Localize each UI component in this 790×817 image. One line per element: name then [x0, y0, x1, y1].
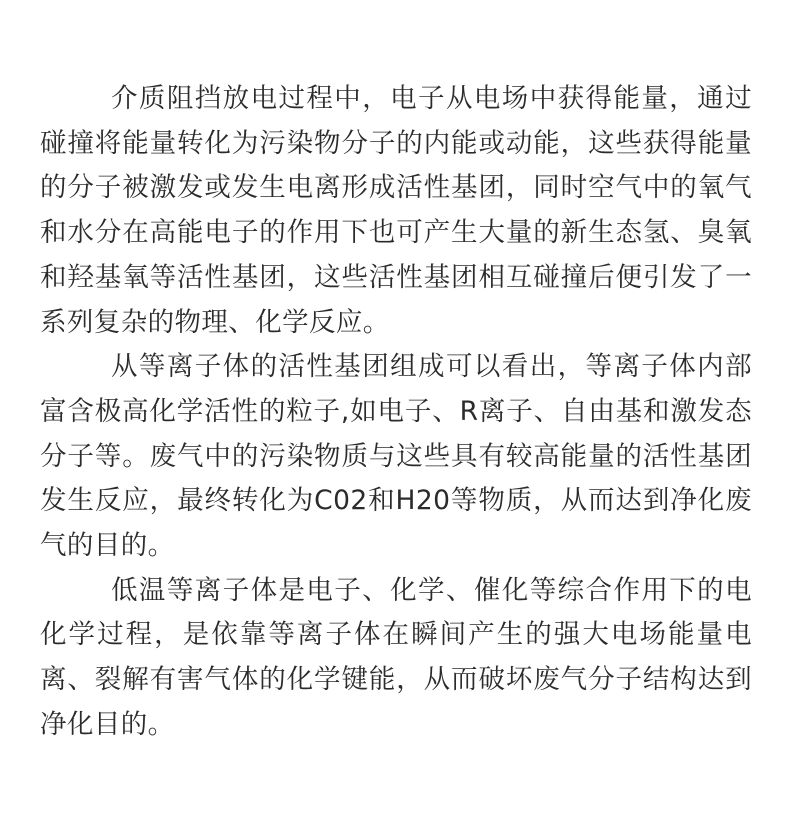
- paragraph-dbd-process: 介质阻挡放电过程中，电子从电场中获得能量，通过碰撞将能量转化为污染物分子的内能或动能，这些获得能量的分子被激发或发生电离形成活性基团，同时空气中的氧气和水分在高能电子的作用下也可产生大量的新生态氢、臭氧和羟基氧等活性基团，这些活性基团相互碰撞后便引发了一系列复杂的物理、化学反应。: [40, 83, 752, 338]
- paragraph-plasma-composition: 从等离子体的活性基团组成可以看出，等离子体内部富含极高化学活性的粒子,如电子、R离子、自由基和激发态分子等。废气中的污染物质与这些具有较高能量的活性基团发生反应，最终转化为C02和H20等物质，从而达到净化废气的目的。: [40, 351, 752, 562]
- paragraph-low-temp-plasma: 低温等离子体是电子、化学、催化等综合作用下的电化学过程，是依靠等离子体在瞬间产生的强大电场能量电离、裂解有害气体的化学键能，从而破坏废气分子结构达到净化目的。: [40, 574, 752, 740]
- document-body: [40, 77, 752, 748]
